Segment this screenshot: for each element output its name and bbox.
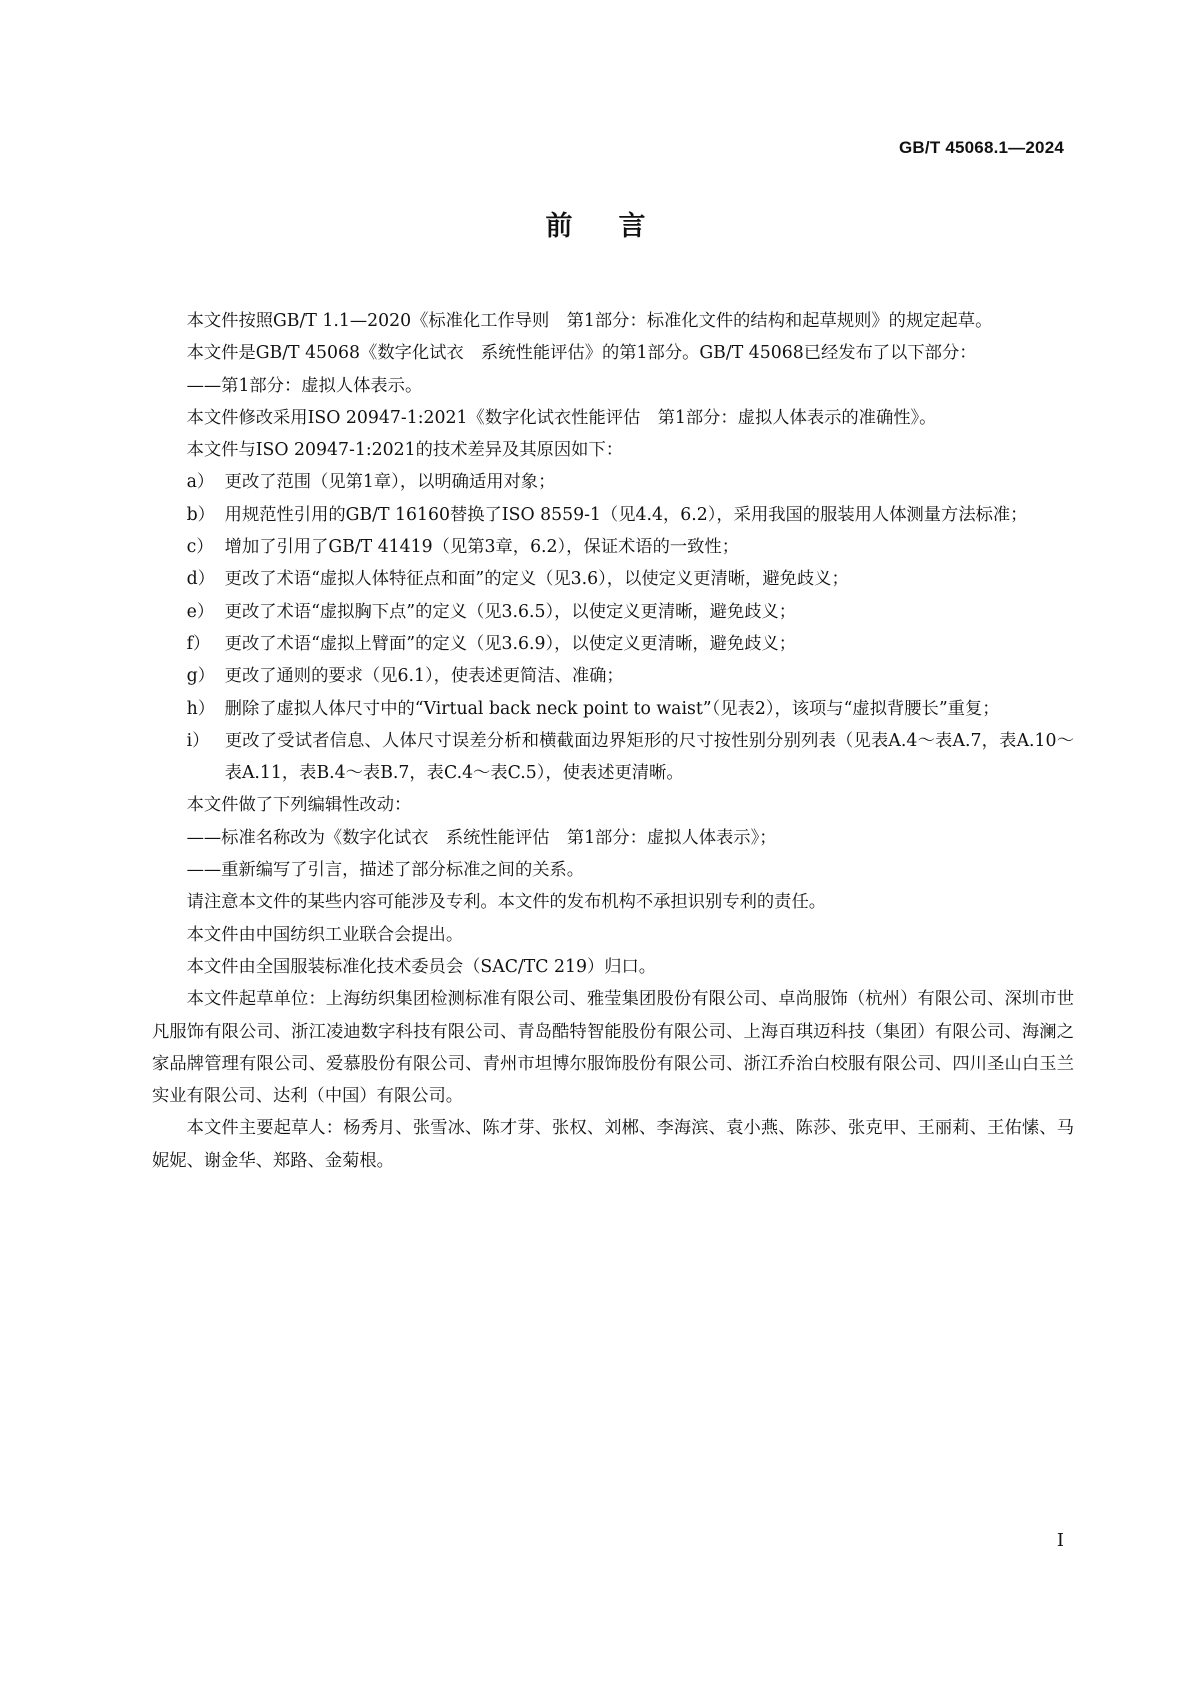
- list-text: 更改了术语“虚拟胸下点”的定义（见3.6.5），以使定义更清晰，避免歧义；: [224, 601, 797, 622]
- paragraph-drafting-units: 本文件起草单位：上海纺织集团检测标准有限公司、雅莹集团股份有限公司、卓尚服饰（杭州）有限公司、深圳市世凡服饰有限公司、浙江凌迪数字科技有限公司、青岛酷特智能股份有限公司、上海百琪迈科技（集团）有限公司、海澜之家品牌管理有限公司、爱慕股份有限公司、青州市坦博尔服饰股份有限公司、浙江乔治白校服有限公司、四川圣山白玉兰实业有限公司、达利（中国）有限公司。: [152, 989, 1074, 1107]
- list-label: i）: [186, 730, 210, 751]
- editorial-item-intro: ——重新编写了引言，描述了部分标准之间的关系。: [186, 860, 585, 881]
- list-text: 更改了通则的要求（见6.1），使表述更简洁、准确；: [224, 666, 624, 687]
- difference-item-d: [152, 563, 1074, 595]
- paragraph-differences-intro: 本文件与ISO 20947-1:2021的技术差异及其原因如下：: [186, 440, 624, 461]
- list-text: 用规范性引用的GB/T 16160替换了ISO 8559-1（见4.4，6.2），采用我国的服装用人体测量方法标准；: [224, 504, 1028, 525]
- difference-item-i: [152, 725, 1074, 790]
- difference-item-c: [152, 531, 1074, 563]
- list-label: a）: [186, 472, 215, 493]
- difference-item-h: [152, 693, 1074, 725]
- difference-item-f: [152, 628, 1074, 660]
- list-label: e）: [186, 601, 215, 622]
- list-label: f）: [186, 633, 211, 654]
- list-text: 更改了术语“虚拟上臂面”的定义（见3.6.9），以使定义更清晰，避免歧义；: [224, 633, 797, 654]
- list-text: 更改了范围（见第1章），以明确适用对象；: [224, 472, 556, 493]
- difference-item-e: [152, 596, 1074, 628]
- list-label: h）: [186, 698, 216, 719]
- paragraph-editorial-intro: 本文件做了下列编辑性改动：: [186, 795, 412, 816]
- list-text: 增加了引用了GB/T 41419（见第3章，6.2），保证术语的一致性；: [224, 537, 739, 558]
- paragraph-proposed-by: 本文件由中国纺织工业联合会提出。: [186, 924, 464, 945]
- list-label: c）: [186, 537, 214, 558]
- paragraph-managed-by: 本文件由全国服装标准化技术委员会（SAC/TC 219）归口。: [186, 956, 657, 977]
- paragraph-drafters: 本文件主要起草人：杨秀月、张雪冰、陈才芽、张权、刘郴、李海滨、袁小燕、陈莎、张克甲、王丽莉、王佑愫、马妮妮、谢金华、郑路、金菊根。: [152, 1118, 1074, 1171]
- difference-item-b: [152, 499, 1074, 531]
- paragraph-series-parts: 本文件是GB/T 45068《数字化试衣 系统性能评估》的第1部分。GB/T 45068已经发布了以下部分：: [186, 343, 977, 364]
- page-title: 前言: [545, 211, 692, 242]
- editorial-item-name: ——标准名称改为《数字化试衣 系统性能评估 第1部分：虚拟人体表示》；: [186, 827, 777, 848]
- list-text: 删除了虚拟人体尺寸中的“Virtual back neck point to waist”（见表2），该项与“虚拟背腰长”重复；: [224, 698, 1000, 719]
- paragraph-patent-notice: 请注意本文件的某些内容可能涉及专利。本文件的发布机构不承担识别专利的责任。: [186, 892, 827, 913]
- difference-item-g: [152, 660, 1074, 692]
- paragraph-drafting-rules: 本文件按照GB/T 1.1—2020《标准化工作导则 第1部分：标准化文件的结构和起草规则》的规定起草。: [186, 311, 993, 331]
- standard-code: GB/T 45068.1—2024: [899, 138, 1064, 157]
- difference-item-a: [152, 466, 1074, 498]
- page-number: I: [1056, 1530, 1064, 1551]
- paragraph-part-list: ——第1部分：虚拟人体表示。: [186, 375, 423, 396]
- list-label: b）: [186, 504, 215, 525]
- list-label: d）: [186, 569, 215, 590]
- list-label: g）: [186, 666, 215, 687]
- list-text: 更改了术语“虚拟人体特征点和面”的定义（见3.6），以使定义更清晰，避免歧义；: [224, 569, 849, 590]
- paragraph-adoption: 本文件修改采用ISO 20947-1:2021《数字化试衣性能评估 第1部分：虚拟人体表示的准确性》。: [186, 407, 937, 428]
- foreword-body: [152, 305, 1074, 1177]
- list-text: 更改了受试者信息、人体尺寸误差分析和横截面边界矩形的尺寸按性别分别列表（见表A.4～表A.7，表A.10～表A.11，表B.4～表B.7，表C.4～表C.5），使表述更清晰。: [224, 730, 1074, 784]
